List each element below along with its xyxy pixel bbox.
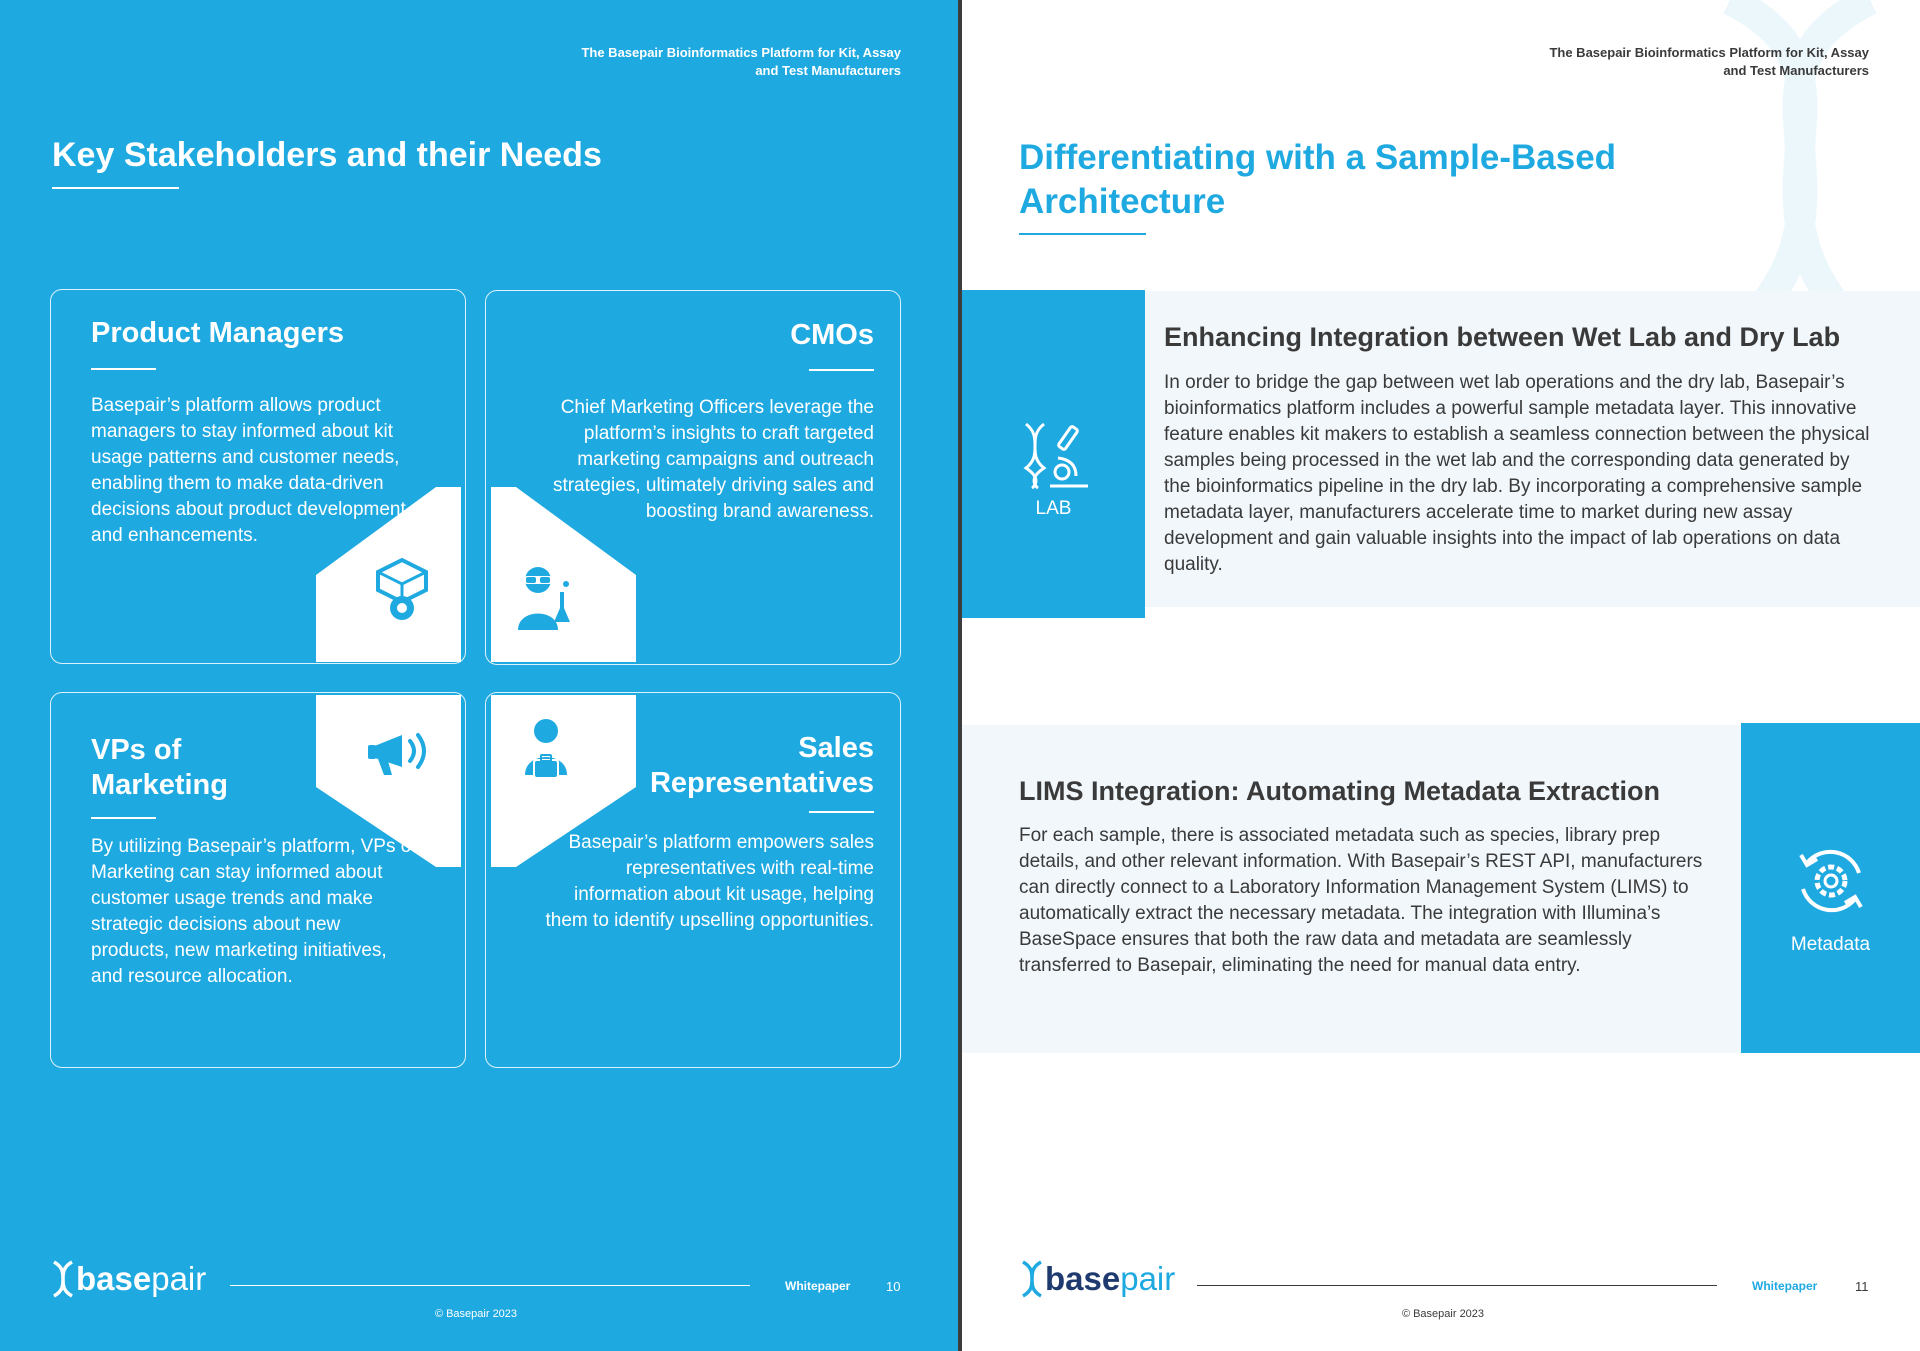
gear-sync-icon: [1793, 843, 1869, 919]
logo-text-bold: base: [1045, 1260, 1121, 1297]
copyright: © Basepair 2023: [1401, 1308, 1485, 1320]
page-number: 11: [1855, 1279, 1869, 1294]
card-underline: [91, 368, 156, 370]
dna-logo-icon: [1019, 1260, 1045, 1298]
section-body: In order to bridge the gap between wet lab operations and the dry lab, Basepair’s bioinformatics platform includes a powerful sample metadata layer. This innovative feature enables kit makers to establish a seamless connection between the physical samples being processed in the wet lab and the corresponding data generated by the bioinformatics pipeline in the dry lab. By incorporating a comprehensive sample metadata layer, manufacturers accelerate time to market during new assay development and gain valuable insights into the impact of lab operations on data quality.: [1164, 372, 1870, 575]
footer-divider: [1197, 1285, 1717, 1286]
sales-person-icon: [523, 717, 569, 783]
basepair-logo: [1019, 1260, 1175, 1298]
page-number: 10: [886, 1279, 901, 1294]
logo-text-light: pair: [151, 1260, 207, 1297]
product-gear-icon: [372, 558, 432, 624]
copyright: © Basepair 2023: [434, 1308, 518, 1320]
footer-divider: [230, 1285, 750, 1286]
card-underline: [809, 369, 874, 371]
document-header: The Basepair Bioinformatics Platform for Kit, Assay and Test Manufacturers: [1549, 45, 1869, 78]
section-body: For each sample, there is associated metadata such as species, library prep details, and other relevant information. With Basepair’s REST API, manufacturers can directly connect to a Laboratory Information Management System (LIMS) to automatically extract the necessary metadata. The integration with Illumina’s BaseSpace ensures that both the raw data and metadata are seamlessly transferred to Basepair, eliminating the need for manual data entry.: [1019, 825, 1703, 976]
title-underline: [52, 187, 179, 189]
page-title: Key Stakeholders and their Needs: [52, 136, 602, 174]
footer-label: Whitepaper: [785, 1279, 851, 1293]
document-header: The Basepair Bioinformatics Platform for Kit, Assay and Test Manufacturers: [581, 45, 901, 78]
lab-tag: [962, 290, 1145, 618]
megaphone-icon: [366, 725, 438, 783]
title-underline: [1019, 233, 1146, 235]
footer-label: Whitepaper: [1752, 1279, 1818, 1293]
dna-microscope-icon: [1018, 420, 1090, 492]
page-10: [0, 0, 958, 1351]
scientist-icon: [516, 562, 572, 632]
card-body: Basepair’s platform allows product managers to stay informed about kit usage patterns and customer needs, enabling them to make data-driven decisions about product development and enhancements.: [91, 395, 406, 546]
tag-label: LAB: [1035, 498, 1072, 519]
card-title: Product Managers: [91, 317, 344, 349]
section-title: Enhancing Integration between Wet Lab and Dry Lab: [1164, 322, 1841, 352]
logo-text-light: pair: [1120, 1260, 1176, 1297]
page-11: [962, 0, 1920, 1351]
card-body: Basepair’s platform empowers sales representatives with real-time information about kit usage, helping them to identify upselling opportunities.: [545, 832, 874, 931]
card-body: Chief Marketing Officers leverage the platform’s insights to craft targeted marketing campaigns and outreach strategies, ultimately driving sales and boosting brand awareness.: [552, 397, 874, 522]
logo-text-bold: base: [76, 1260, 152, 1297]
card-title: Sales Representatives: [649, 732, 874, 799]
card-body: By utilizing Basepair’s platform, VPs of Marketing can stay informed about customer usage trends and make strategic decisions about new products, new marketing initiatives, and resource allocation.: [91, 836, 417, 987]
metadata-tag: [1741, 723, 1920, 1053]
card-title: VPs of Marketing: [91, 734, 228, 801]
card-underline: [91, 817, 156, 819]
card-underline: [809, 811, 874, 813]
tag-label: Metadata: [1790, 934, 1871, 955]
page-title: Differentiating with a Sample-Based Architecture: [1019, 138, 1617, 221]
card-title: CMOs: [790, 319, 874, 351]
dna-logo-icon: [50, 1260, 76, 1298]
section-title: LIMS Integration: Automating Metadata Extraction: [1019, 776, 1661, 806]
basepair-logo: [50, 1260, 206, 1298]
